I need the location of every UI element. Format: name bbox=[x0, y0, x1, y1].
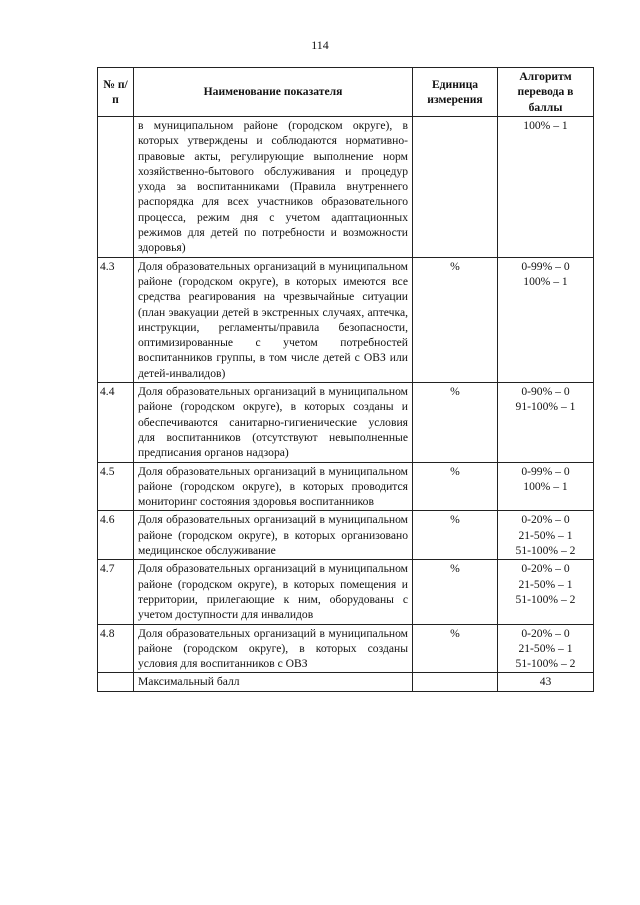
header-name: Наименование показателя bbox=[134, 68, 413, 117]
total-spacer bbox=[98, 673, 134, 691]
table-row bbox=[98, 511, 594, 560]
row-unit bbox=[413, 117, 498, 258]
row-num: 4.7 bbox=[98, 560, 134, 624]
row-unit: % bbox=[413, 383, 498, 462]
row-algorithm: 0-90% – 0 91-100% – 1 bbox=[498, 383, 594, 462]
row-num: 4.3 bbox=[98, 257, 134, 382]
row-algorithm: 100% – 1 bbox=[498, 117, 594, 258]
header-algorithm: Алгоритм перевода в баллы bbox=[498, 68, 594, 117]
row-algorithm: 0-20% – 0 21-50% – 1 51-100% – 2 bbox=[498, 511, 594, 560]
header-num: № п/п bbox=[98, 68, 134, 117]
table-row bbox=[98, 624, 594, 673]
table-row bbox=[98, 383, 594, 462]
row-num: 4.6 bbox=[98, 511, 134, 560]
row-algorithm: 0-20% – 0 21-50% – 1 51-100% – 2 bbox=[498, 624, 594, 673]
total-unit-empty bbox=[413, 673, 498, 691]
total-label: Максимальный балл bbox=[134, 673, 413, 691]
row-name: в муниципальном районе (городском округе), в которых утверждены и соблюдаются нормативно-правовые акты, регулирующие выполнение норм хозяйственно-бытового обслуживания и процедур ухода за воспитанниками (Правила внутреннего распорядка для всех участников образовательного процесса, режим дня с учетом адаптационных режимов для детей по потребности и возможности здоровья) bbox=[134, 117, 413, 258]
row-name: Доля образовательных организаций в муниципальном районе (городском округе), в которых помещения и территории, прилегающие к ним, оборудованы с учетом доступности для инвалидов bbox=[134, 560, 413, 624]
table-header-row bbox=[98, 68, 594, 117]
table-row bbox=[98, 117, 594, 258]
indicator-table bbox=[97, 67, 594, 692]
row-unit: % bbox=[413, 624, 498, 673]
row-num: 4.5 bbox=[98, 462, 134, 511]
total-value: 43 bbox=[498, 673, 594, 691]
row-unit: % bbox=[413, 511, 498, 560]
row-name: Доля образовательных организаций в муниципальном районе (городском округе), в которых проводится мониторинг состояния здоровья воспитанников bbox=[134, 462, 413, 511]
row-num bbox=[98, 117, 134, 258]
row-num: 4.8 bbox=[98, 624, 134, 673]
row-algorithm: 0-99% – 0 100% – 1 bbox=[498, 462, 594, 511]
header-unit: Единица измерения bbox=[413, 68, 498, 117]
page-number: 114 bbox=[311, 38, 329, 52]
table-row bbox=[98, 462, 594, 511]
row-unit: % bbox=[413, 560, 498, 624]
row-algorithm: 0-99% – 0 100% – 1 bbox=[498, 257, 594, 382]
table-row bbox=[98, 257, 594, 382]
row-name: Доля образовательных организаций в муниципальном районе (городском округе), в которых созданы и обеспечиваются санитарно-гигиенические условия для воспитанников (отсутствуют невыполненные предписания органов надзора) bbox=[134, 383, 413, 462]
row-unit: % bbox=[413, 462, 498, 511]
row-algorithm: 0-20% – 0 21-50% – 1 51-100% – 2 bbox=[498, 560, 594, 624]
row-unit: % bbox=[413, 257, 498, 382]
row-name: Доля образовательных организаций в муниципальном районе (городском округе), в которых имеются все средства реагирования на чрезвычайные ситуации (план эвакуации детей в экстренных случаях, аптечка, инструкции, регламенты/правила безопасности, оптимизированные с учетом потребностей воспитанников группы, в том числе детей с ОВЗ или детей-инвалидов) bbox=[134, 257, 413, 382]
row-num: 4.4 bbox=[98, 383, 134, 462]
table-row bbox=[98, 560, 594, 624]
row-name: Доля образовательных организаций в муниципальном районе (городском округе), в которых организовано медицинское обслуживание bbox=[134, 511, 413, 560]
row-name: Доля образовательных организаций в муниципальном районе (городском округе), в которых созданы условия для воспитанников с ОВЗ bbox=[134, 624, 413, 673]
total-row bbox=[98, 673, 594, 691]
